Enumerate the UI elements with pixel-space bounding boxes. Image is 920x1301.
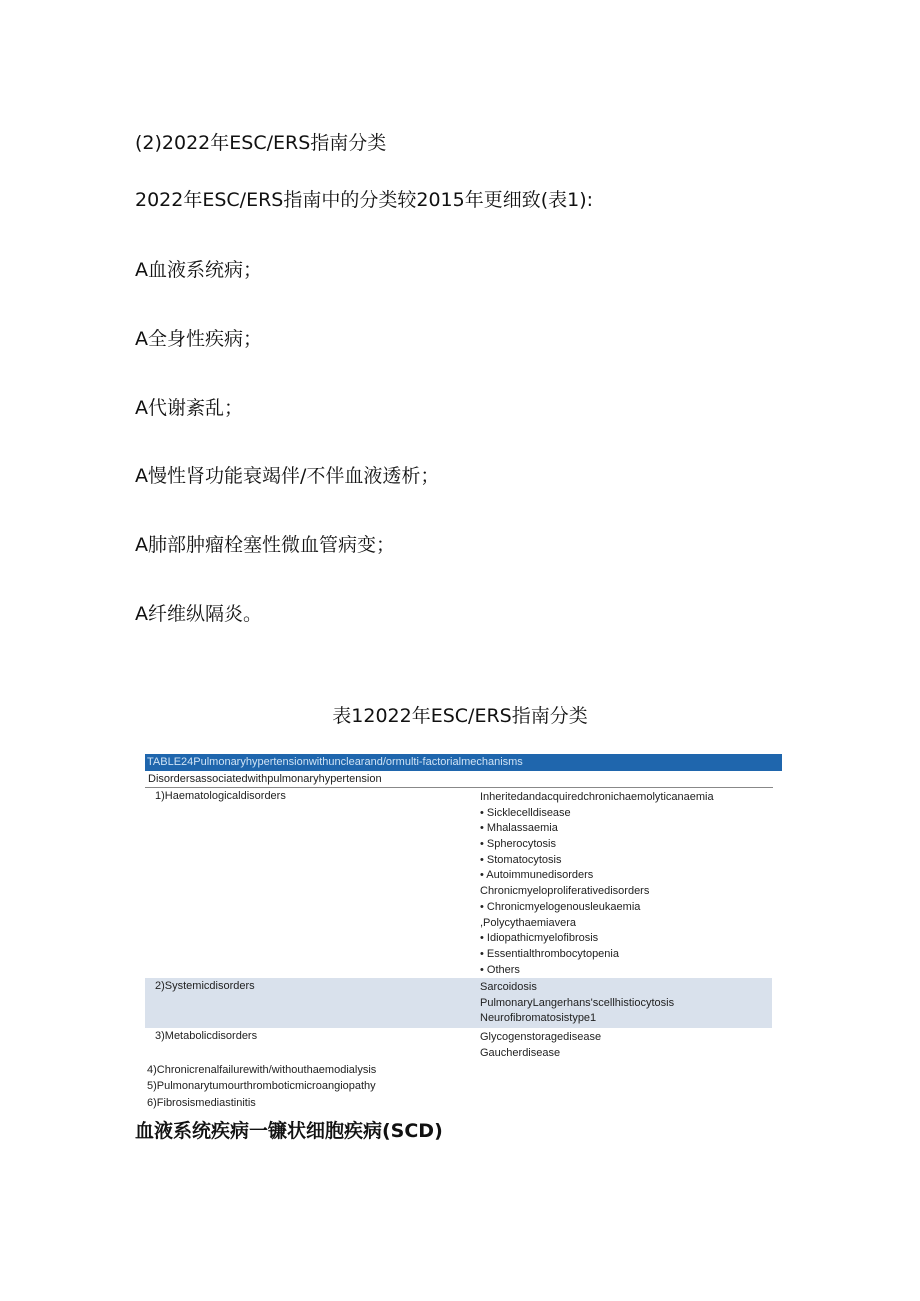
row-details — [480, 1028, 772, 1061]
detail-line: • Others — [480, 963, 520, 976]
row-category: 1)Haematologicaldisorders — [155, 790, 286, 802]
list-item: A血液系统病； — [135, 259, 262, 281]
detail-line: Chronicmyeloproliferativedisorders — [480, 885, 650, 898]
next-section-heading: 血液系统疾病一镰状细胞疾病(SCD) — [135, 1120, 443, 1142]
row-details — [480, 978, 772, 1027]
summary-line: 2022年ESC/ERS指南中的分类较2015年更细致(表1): — [135, 189, 594, 211]
list-item: A肺部肿瘤栓塞性微血管病变； — [135, 534, 395, 556]
table-row: 5)Pulmonarytumourthromboticmicroangiopathy — [147, 1080, 376, 1092]
detail-line: • Chronicmyelogenousleukaemia — [480, 900, 641, 913]
detail-line: Glycogenstoragedisease — [480, 1031, 602, 1043]
detail-line: • Mhalassaemia — [480, 822, 558, 835]
section-heading: (2)2022年ESC/ERS指南分类 — [135, 132, 387, 154]
table-row — [145, 978, 772, 1028]
detail-line: • Idiopathicmyelofibrosis — [480, 932, 599, 945]
table-row — [145, 1028, 772, 1062]
table-row — [145, 788, 772, 978]
detail-line: • Spherocytosis — [480, 838, 556, 851]
detail-line: Neurofibromatosistype1 — [480, 1012, 597, 1025]
detail-line: • Essentialthrombocytopenia — [480, 947, 619, 960]
detail-line: PulmonaryLangerhans'scellhistiocytosis — [480, 996, 675, 1009]
classification-table — [145, 754, 782, 1062]
table-row: 4)Chronicrenalfailurewith/withouthaemodialysis — [147, 1064, 377, 1076]
detail-line: Inheritedandacquiredchronichaemolyticanaemia — [480, 791, 714, 803]
detail-line: Sarcoidosis — [480, 981, 537, 993]
detail-line: • Stomatocytosis — [480, 853, 562, 866]
table-row: 6)Fibrosismediastinitis — [147, 1097, 256, 1109]
table-subheader: Disordersassociatedwithpulmonaryhypertension — [145, 771, 773, 788]
row-category: 3)Metabolicdisorders — [155, 1030, 258, 1042]
list-item: A慢性肾功能衰竭伴/不伴血液透析； — [135, 465, 440, 487]
detail-line: • Autoimmunedisorders — [480, 869, 594, 882]
detail-line: ,Polycythaemiavera — [480, 916, 576, 929]
list-item: A纤维纵隔炎。 — [135, 603, 262, 625]
list-item: A全身性疾病； — [135, 328, 262, 350]
table-caption: 表12022年ESC/ERS指南分类 — [332, 705, 588, 727]
table-header: TABLE24Pulmonaryhypertensionwithunclearand/ormulti-factorialmechanisms — [145, 754, 782, 771]
detail-line: • Sicklecelldisease — [480, 806, 571, 819]
list-item: A代谢紊乱； — [135, 397, 243, 419]
row-category: 2)Systemicdisorders — [155, 980, 255, 992]
detail-line: Gaucherdisease — [480, 1046, 561, 1059]
row-details — [480, 788, 772, 978]
